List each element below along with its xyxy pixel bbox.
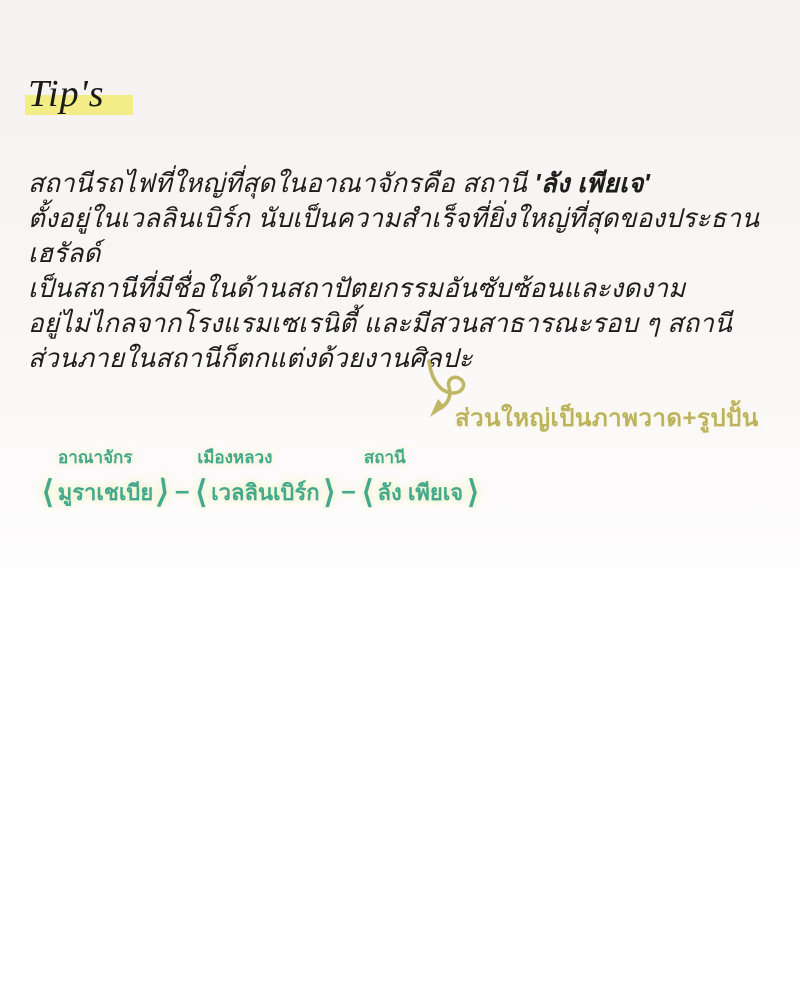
breadcrumb-separator: – xyxy=(341,475,356,505)
paragraph-line xyxy=(28,166,773,201)
breadcrumb-item-kingdom xyxy=(38,444,173,510)
breadcrumb-value: ลัง เพียเจ xyxy=(377,480,464,505)
paragraph-text: สถานีรถไฟที่ใหญ่ที่สุดในอาณาจักรคือ สถานี xyxy=(28,168,535,198)
annotation-text: ส่วนใหญ่เป็นภาพวาด+รูปปั้น xyxy=(455,405,759,432)
note-paragraph xyxy=(28,166,773,376)
paragraph-line: เป็นสถานีที่มีชื่อในด้านสถาปัตยกรรมอันซับซ้อนและงดงาม xyxy=(28,273,686,303)
open-bracket-icon: ⟨ xyxy=(195,474,208,510)
breadcrumb-label: เมืองหลวง xyxy=(197,448,273,467)
close-bracket-icon: ⟩ xyxy=(467,474,479,510)
open-bracket-icon: ⟨ xyxy=(42,474,54,510)
breadcrumb xyxy=(38,444,483,510)
breadcrumb-value: มูราเชเบีย xyxy=(57,480,154,505)
breadcrumb-value-row xyxy=(38,475,173,510)
breadcrumb-item-station xyxy=(358,444,483,510)
page-title: Tip's xyxy=(28,73,105,115)
paragraph-bold-text: 'ลัง เพียเจ' xyxy=(534,168,650,198)
close-bracket-icon: ⟩ xyxy=(323,474,336,510)
open-bracket-icon: ⟨ xyxy=(361,474,374,510)
breadcrumb-label: สถานี xyxy=(363,448,406,467)
paragraph-line: ส่วนภายในสถานีก็ตกแต่งด้วยงานศิลปะ xyxy=(28,343,473,373)
breadcrumb-value: เวลลินเบิร์ก xyxy=(211,480,320,505)
paragraph-line: อยู่ไม่ไกลจากโรงแรมเซเรนิตี้ และมีสวนสาธารณะรอบ ๆ สถานี xyxy=(28,308,733,338)
close-bracket-icon: ⟩ xyxy=(154,474,172,510)
breadcrumb-separator: – xyxy=(174,475,190,505)
paragraph-line: ตั้งอยู่ในเวลลินเบิร์ก นับเป็นความสำเร็จที่ยิ่งใหญ่ที่สุดของประธานเฮรัลด์ xyxy=(28,203,760,268)
breadcrumb-value-row xyxy=(191,475,339,510)
breadcrumb-item-capital xyxy=(191,444,339,510)
breadcrumb-label: อาณาจักร xyxy=(58,448,133,467)
breadcrumb-value-row xyxy=(358,475,483,510)
